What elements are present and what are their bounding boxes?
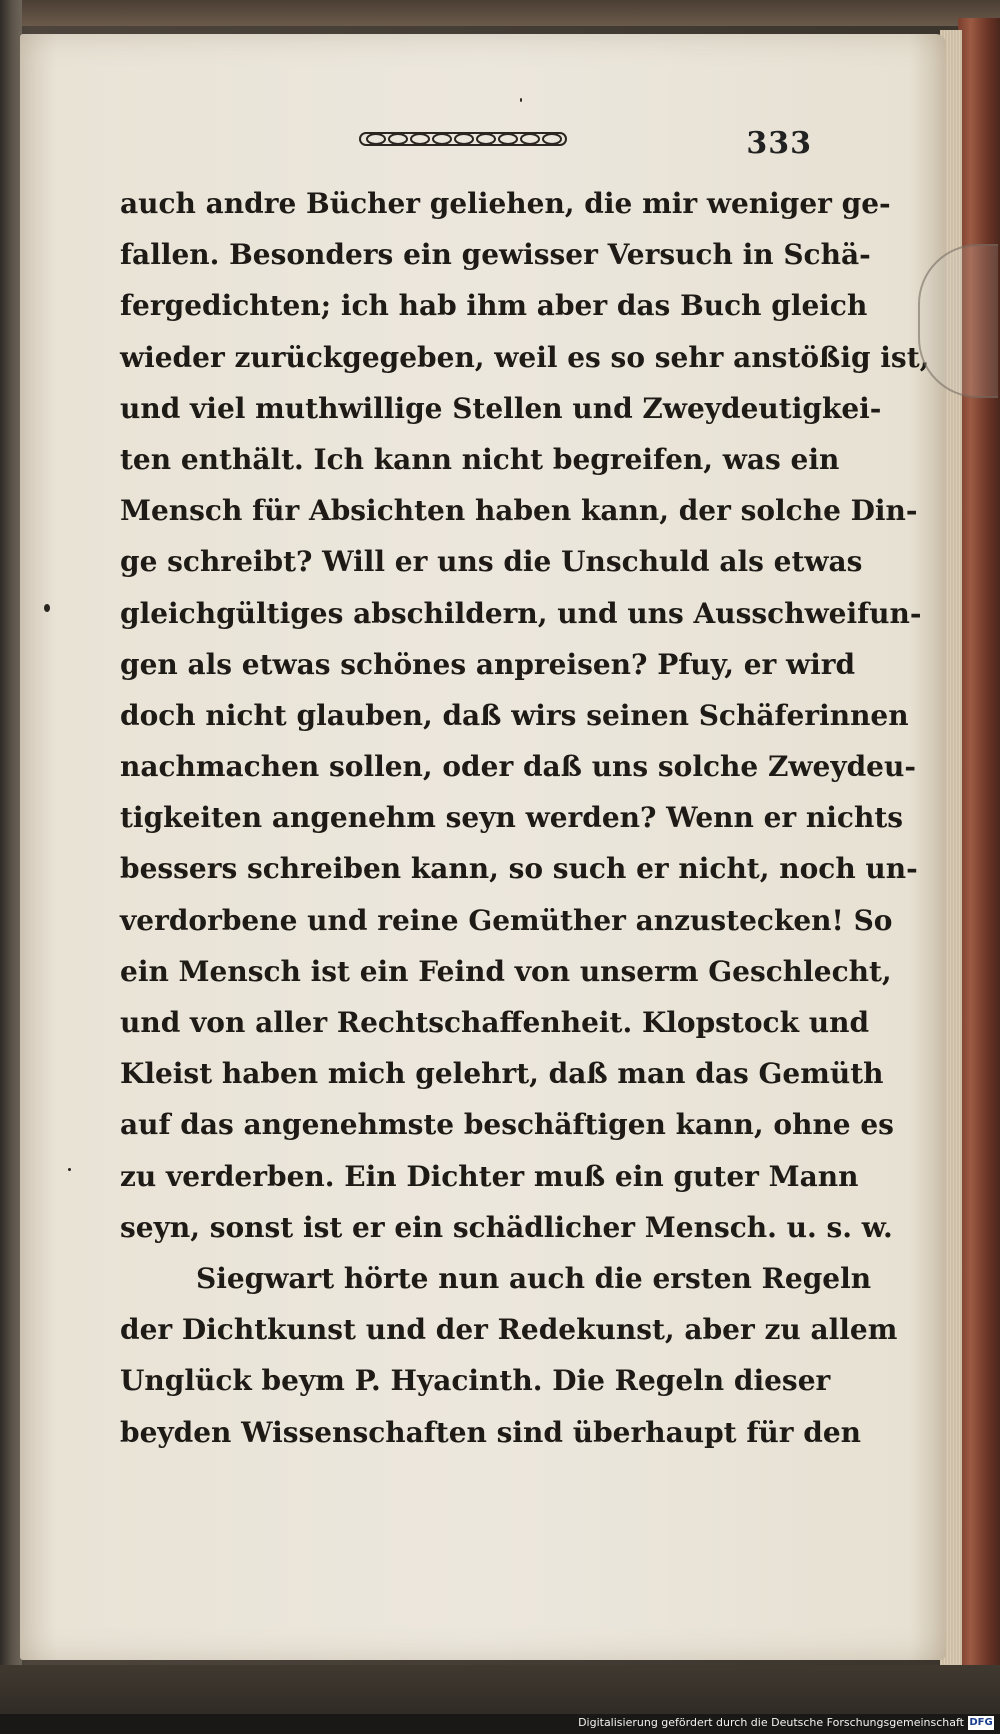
footer-credit: Digitalisierung gefördert durch die Deutsche Forschungsgemeinschaft — [578, 1716, 964, 1729]
body-text — [120, 178, 930, 1458]
dfg-logo: DFG — [969, 1717, 993, 1728]
text-line: gleichgültiges abschildern, und uns Ausschweifun- — [120, 596, 922, 630]
text-line: beyden Wissenschaften sind überhaupt für den — [120, 1415, 862, 1449]
text-line: und von aller Rechtschaffenheit. Klopstock und — [120, 1006, 870, 1039]
text-line: ein Mensch ist ein Feind von unserm Geschlecht, — [120, 954, 892, 988]
book-top-edge — [0, 0, 1000, 26]
text-line: ten enthält. Ich kann nicht begreifen, was ein — [120, 442, 840, 476]
text-line: Unglück beym P. Hyacinth. Die Regeln dieser — [120, 1364, 831, 1398]
text-line: ge schreibt? Will er uns die Unschuld als etwas — [120, 545, 863, 579]
book-left-edge — [0, 0, 22, 1734]
paper-speck — [520, 98, 522, 102]
ornament-divider — [358, 128, 568, 150]
text-line: tigkeiten angenehm seyn werden? Wenn er nichts — [120, 801, 904, 835]
text-line: Kleist haben mich gelehrt, daß man das Gemüth — [120, 1057, 884, 1091]
text-line: fallen. Besonders ein gewisser Versuch in Schä- — [120, 238, 871, 272]
text-line: und viel muthwillige Stellen und Zweydeutigkei- — [120, 391, 882, 425]
text-line: doch nicht glauben, daß wirs seinen Schäferinnen — [120, 698, 909, 732]
text-line: nachmachen sollen, oder daß uns solche Zweydeu- — [120, 750, 916, 784]
text-line: Mensch für Absichten haben kann, der solche Din- — [120, 494, 918, 528]
text-line: zu verderben. Ein Dichter muß ein guter Mann — [120, 1159, 859, 1193]
page-number: 333 — [746, 126, 812, 161]
text-line: auch andre Bücher geliehen, die mir weniger ge- — [120, 187, 891, 220]
text-line: wieder zurückgegeben, weil es so sehr anstößig ist, — [120, 340, 930, 374]
page-clip — [918, 244, 998, 398]
paper-speck — [68, 1168, 71, 1171]
text-line: verdorbene und reine Gemüther anzustecken! So — [120, 903, 893, 937]
text-line: bessers schreiben kann, so such er nicht, noch un- — [120, 852, 918, 886]
text-line: der Dichtkunst und der Redekunst, aber zu allem — [120, 1313, 898, 1347]
paragraph-start-line: Siegwart hörte nun auch die ersten Regeln — [196, 1261, 872, 1295]
text-line: auf das angenehmste beschäftigen kann, ohne es — [120, 1108, 894, 1142]
text-line: seyn, sonst ist er ein schädlicher Mensch. u. s. w. — [120, 1210, 893, 1244]
text-line: fergedichten; ich hab ihm aber das Buch gleich — [120, 289, 868, 323]
text-line: gen als etwas schönes anpreisen? Pfuy, er wird — [120, 647, 856, 681]
paper-speck — [44, 604, 50, 612]
